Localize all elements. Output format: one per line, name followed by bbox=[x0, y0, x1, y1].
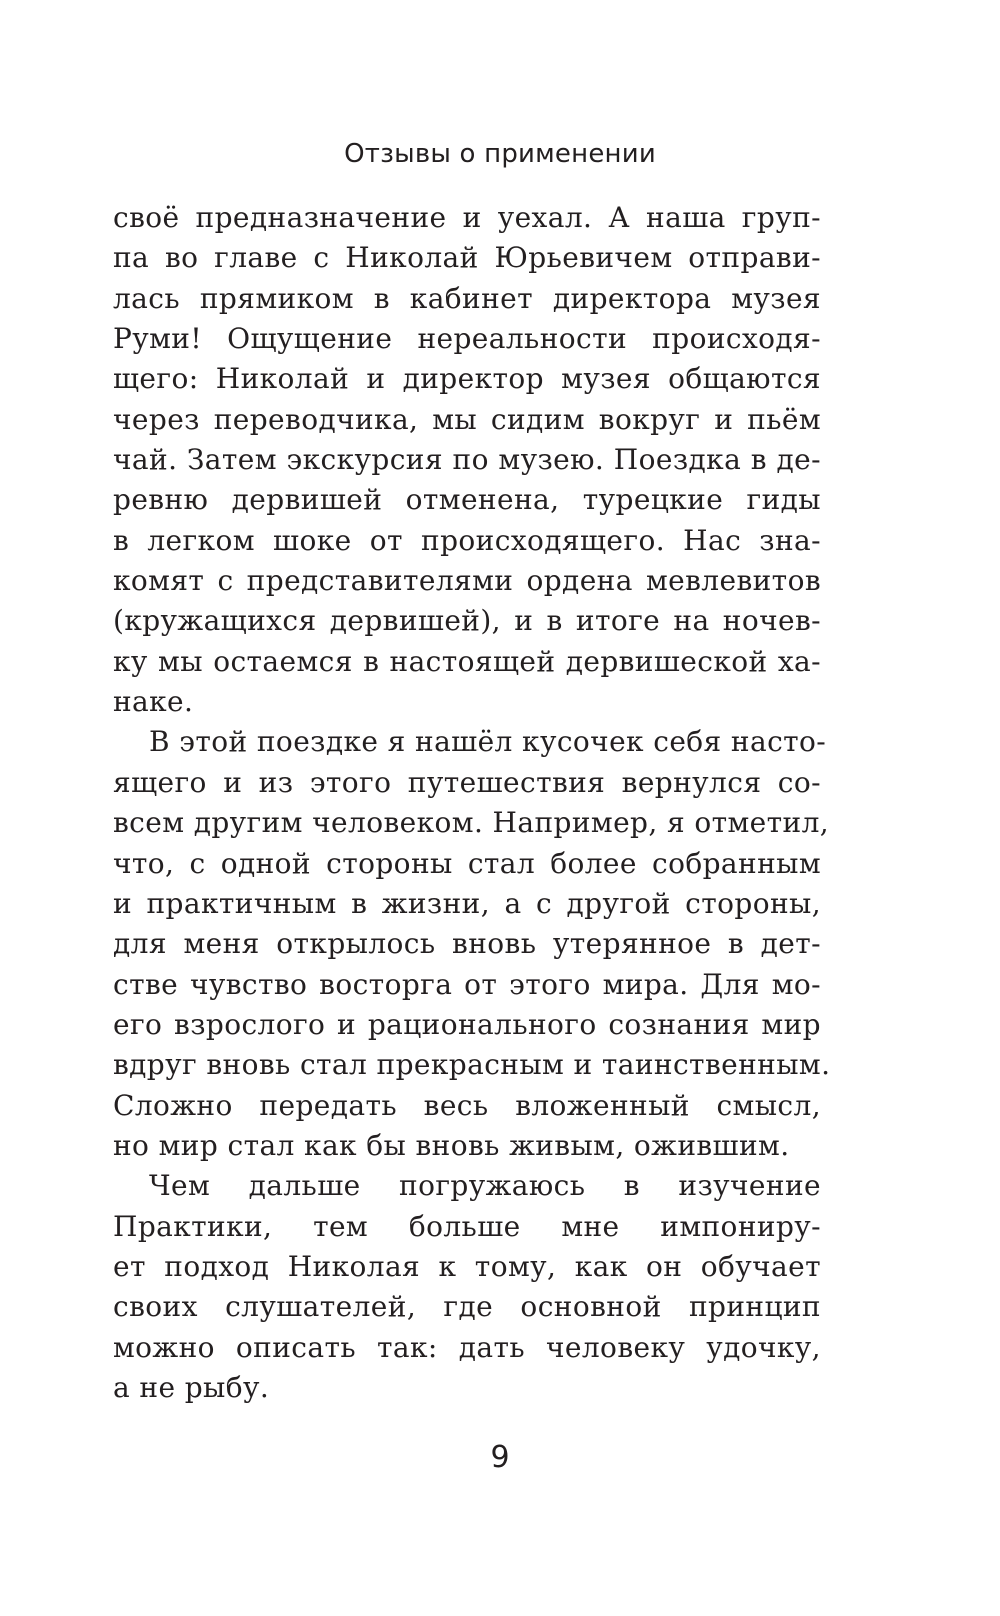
text-line: Руми! Ощущение нереальности происходя- bbox=[113, 322, 821, 356]
text-line: для меня открылось вновь утерянное в дет- bbox=[113, 927, 821, 961]
text-line: можно описать так: дать человеку удочку, bbox=[113, 1330, 821, 1364]
text-line: и практичным в жизни, а с другой стороны, bbox=[113, 886, 821, 920]
text-line: но мир стал как бы вновь живым, ожившим. bbox=[113, 1128, 790, 1162]
text-line: ет подход Николая к тому, как он обучает bbox=[113, 1249, 821, 1283]
text-line: Практики, тем больше мне импониру- bbox=[113, 1209, 821, 1243]
text-line: щего: Николай и директор музея общаются bbox=[113, 362, 821, 396]
text-line: вдруг вновь стал прекрасным и таинственным. bbox=[113, 1048, 831, 1082]
text-line: стве чувство восторга от этого мира. Для мо- bbox=[113, 967, 821, 1001]
text-line: лась прямиком в кабинет директора музея bbox=[113, 281, 821, 315]
text-line: всем другим человеком. Например, я отметил, bbox=[113, 806, 830, 840]
paragraph bbox=[113, 1166, 821, 1408]
text-line: (кружащихся дервишей), и в итоге на ночев- bbox=[113, 604, 821, 638]
text-line: в легком шоке от происходящего. Нас зна- bbox=[113, 523, 821, 557]
text-line: комят с представителями ордена мевлевитов bbox=[113, 564, 821, 598]
text-line: а не рыбу. bbox=[113, 1370, 270, 1404]
text-line: что, с одной стороны стал более собранным bbox=[113, 846, 821, 880]
text-line: через переводчика, мы сидим вокруг и пьём bbox=[113, 402, 821, 436]
text-line: ку мы остаемся в настоящей дервишеской ха- bbox=[113, 644, 821, 678]
text-line: своё предназначение и уехал. А наша груп- bbox=[113, 201, 821, 234]
text-line: своих слушателей, где основной принцип bbox=[113, 1290, 821, 1324]
paragraph bbox=[113, 198, 821, 722]
running-header: Отзывы о применении bbox=[344, 139, 656, 169]
page-number: 9 bbox=[490, 1440, 510, 1475]
text-line: Сложно передать весь вложенный смысл, bbox=[113, 1088, 821, 1122]
text-line: па во главе с Николай Юрьевичем отправи- bbox=[113, 241, 821, 275]
text-line: ревню дервишей отменена, турецкие гиды bbox=[113, 483, 821, 517]
page-body bbox=[113, 198, 831, 1408]
text-line: наке. bbox=[113, 685, 194, 719]
text-line: его взрослого и рационального сознания мир bbox=[113, 1007, 821, 1041]
text-line: чай. Затем экскурсия по музею. Поездка в де- bbox=[113, 443, 821, 477]
text-line: ящего и из этого путешествия вернулся со- bbox=[113, 765, 821, 799]
text-line: В этой поездке я нашёл кусочек себя насто- bbox=[149, 725, 827, 759]
paragraph bbox=[113, 722, 831, 1166]
text-line: Чем дальше погружаюсь в изучение bbox=[149, 1169, 821, 1203]
